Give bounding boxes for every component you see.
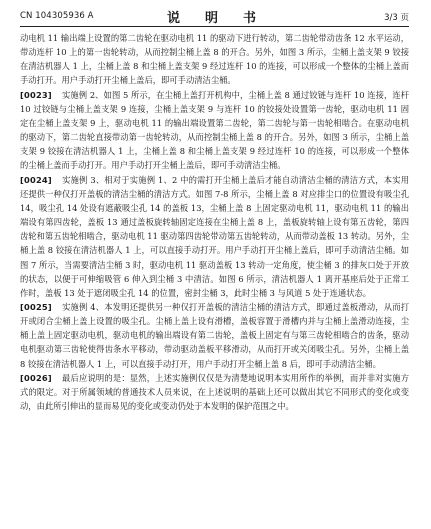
patent-number: CN 104305936 A <box>20 11 94 21</box>
page-header <box>20 7 409 26</box>
paragraph-0025 <box>20 300 409 371</box>
paragraph-number: [0026] <box>20 372 52 383</box>
paragraph-0024 <box>20 173 409 300</box>
page-title: 说 明 书 <box>166 11 262 26</box>
paragraph-number: [0023] <box>20 89 52 100</box>
paragraph-0026 <box>20 371 409 413</box>
paragraph-number: [0025] <box>20 301 52 312</box>
paragraph-text: 实施例 2、如图 5 所示，在尘桶上盖打开机构中，尘桶上盖 8 通过铰链与连杆 10 连接，连杆 10 过铰链与尘桶上盖支架 9 连接，尘桶上盖支架 9 与连杆 10 的铰接处设置第一齿轮，驱动电机 11 固定在尘桶上盖支架 9 上，驱动电机 11 的输出端设置第二齿轮，第二齿轮与第一齿轮相啮合。在驱动电机的驱动下，第二齿轮直接带动第一齿轮转动，从而控制尘桶上盖 8 的开合。另外，如图 3 所示，尘桶上盖支架 9 铰接在清洁机器人 1 上，尘桶上盖 8 和尘桶上盖支架 9 经过连杆 10 的连接，可以形成一个整体的尘桶上盖而手动打开。用户手动打开尘桶上盖后，即可手动清洁尘桶。 <box>20 89 409 171</box>
header-divider <box>20 26 409 27</box>
paragraph-text: 动电机 11 输出端上设置的第二齿轮在驱动电机 11 的驱动下进行转动，第二齿轮带动齿条 12 水平运动，带动连杆 10 上的第一齿轮转动，从而控制尘桶上盖 8 的开合。另外，如图 3 所示，尘桶上盖支架 9 铰接在清洁机器人 1 上，尘桶上盖 8 和尘桶上盖支架 9 经过连杆 10 的连接，可以形成一个整体的尘桶上盖而手动打开。用户手动打开尘桶上盖后，即可手动清洁尘桶。 <box>20 33 409 86</box>
paragraph-text: 最后应说明的是：显然，上述实施例仅仅是为清楚地说明本实用所作的举例，而并非对实施方式的限定。对于所属领域的普通技术人员来说，在上述说明的基础上还可以做出其它不同形式的变化或变动，由此所引伸出的显而易见的变化或变动仍处于本发明的保护范围之中。 <box>20 372 409 412</box>
paragraph-continuation <box>20 31 409 88</box>
page-number: 3/3 页 <box>384 13 409 23</box>
paragraph-0023 <box>20 88 409 173</box>
paragraph-number: [0024] <box>20 174 52 185</box>
paragraph-text: 实施例 4、本发明还提供另一种仅打开盖板的清洁尘桶的清洁方式，即通过盖板滑动，从而打开或闭合尘桶上盖上设置的吸尘孔。尘桶上盖上设有滑槽，盖板容置于滑槽内并与尘桶上盖滑动连接，尘桶上盖上固定驱动电机，驱动电机的输出端设有第二齿轮，盖板上固定有与第三齿轮相啮合的齿条，驱动电机驱动第三齿轮使得齿条水平移动，带动驱动盖板平移滑动，从而打开或关闭吸尘孔。另外，尘桶上盖 8 铰接在清洁机器人 1 上，可以直接手动打开，用户手动打开尘桶上盖 8 后，即可手动清洁尘桶。 <box>20 301 409 369</box>
document-body <box>20 31 409 523</box>
paragraph-text: 实施例 3、相对于实施例 1、2 中的需打开尘桶上盖后才能自动清洁尘桶的清洁方式，本实用还提供一种仅打开盖板的清洁尘桶的清洁方式。如图 7-8 所示，尘桶上盖 8 对应排尘口的位置设有吸尘孔 14，吸尘孔 14 处设有遮蔽吸尘孔 14 的盖板 13，尘桶上盖 8 上固定驱动电机 11，驱动电机 11 的输出端设有第四齿轮，盖板 13 通过盖板旋转轴固定连接在尘桶上盖 8 上，盖板旋转轴上设有第五齿轮，第四齿轮和第五齿轮相啮合，驱动电机 11 驱动第四齿轮带动第五齿轮转动，从而带动盖板 13 转动。另外，尘桶上盖 8 铰接在清洁机器人 1 上，可以直接手动打开。用户手动打开尘桶上盖后，即可手动清洁尘桶。如图 7 所示，当需要清洁尘桶 3 时，驱动电机 11 驱动盖板 13 转动一定角度，使尘桶 3 的排灰口处于开放的状态，以便于可伸缩吸管 6 伸入到尘桶 3 中清洁。如图 6 所示，清洁机器人 1 离开基座后处于正常工作时，盖板 13 处于遮闭吸尘孔 14 的位置，密封尘桶 3，此时尘桶 3 与风道 5 处于连通状态。 <box>20 174 409 298</box>
